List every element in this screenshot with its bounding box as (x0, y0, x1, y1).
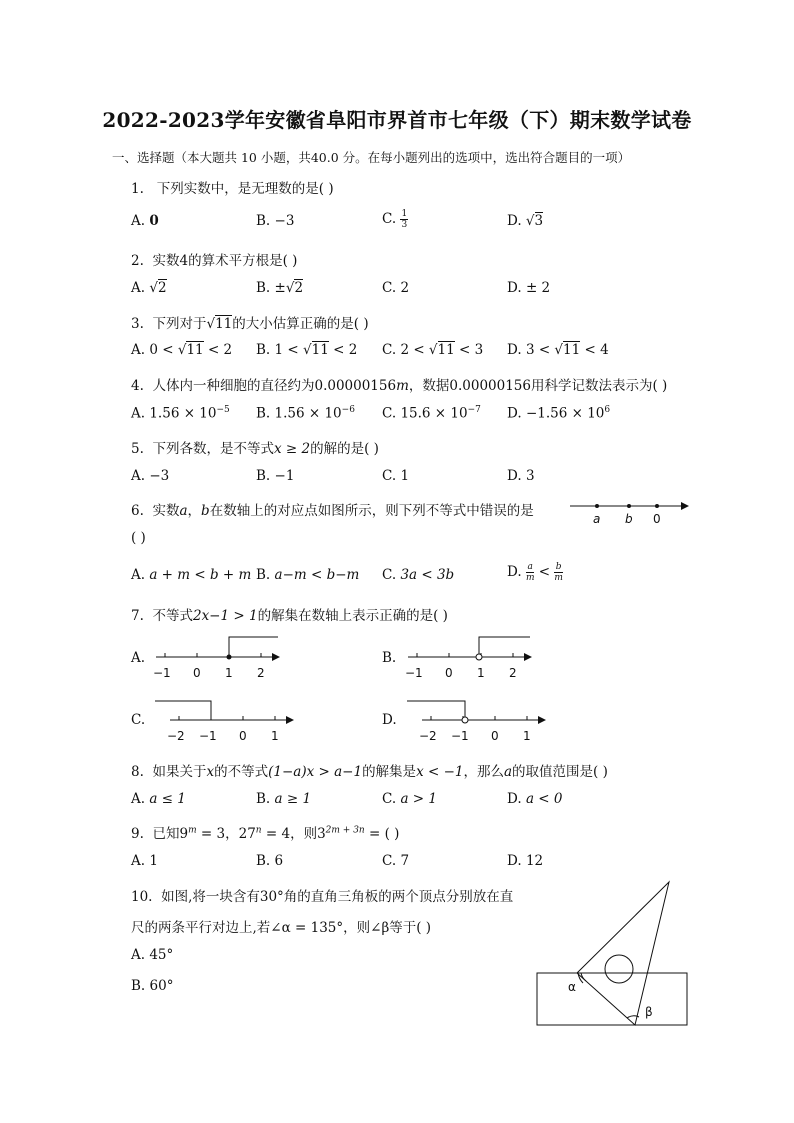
question-8: 8. 如果关于x的不等式(1−a)x > a−1的解集是x < −1，那么a的取值范围是( ) (131, 764, 608, 780)
svg-text:1: 1 (225, 666, 233, 680)
q5-option-b[interactable]: B. −1 (256, 468, 295, 484)
q1-option-a[interactable]: A. 0 (131, 213, 159, 229)
svg-text:2: 2 (509, 666, 517, 680)
q5-option-d[interactable]: D. 3 (507, 468, 535, 484)
q8-option-a[interactable]: A. a ≤ 1 (131, 791, 186, 807)
q9-option-c[interactable]: C. 7 (382, 853, 410, 869)
q3-option-d[interactable]: D. 3 < √11 < 4 (507, 342, 609, 358)
q7-option-b-label[interactable]: B. (382, 650, 397, 666)
svg-text:0: 0 (445, 666, 453, 680)
q3-option-c[interactable]: C. 2 < √11 < 3 (382, 342, 484, 358)
svg-text:0: 0 (239, 729, 247, 743)
point-a (595, 504, 599, 508)
question-1 (131, 177, 334, 197)
section-heading: 一、选择题（本大题共 10 小题，共40.0 分。在每小题列出的选项中，选出符合题目的一项） (112, 150, 631, 165)
svg-text:−2: −2 (419, 729, 437, 743)
question-6: 6. 实数a，b在数轴上的对应点如图所示，则下列不等式中错误的是 (131, 503, 534, 519)
q4-option-d[interactable]: D. $-1.56 \times 10^6$ (507, 405, 611, 422)
svg-text:1: 1 (477, 666, 485, 680)
q7-option-d-numberline[interactable] (402, 694, 552, 746)
q2-option-b[interactable]: B. ±√2 (256, 280, 304, 296)
svg-text:−1: −1 (451, 729, 469, 743)
set-square (577, 882, 669, 1025)
q6-option-d[interactable]: D. $\frac{a}{m}$ < $\frac{b}{m}$ (507, 562, 563, 583)
open-dot (476, 654, 482, 660)
q10-option-a[interactable]: A. 45° (131, 947, 174, 963)
label-b: b (625, 512, 633, 526)
q6-number-line (565, 496, 695, 530)
q8-option-c[interactable]: C. a > 1 (382, 791, 437, 807)
question-2: 2. 实数4的算术平方根是( ) (131, 253, 298, 269)
q6-option-c[interactable]: C. 3a < 3b (382, 567, 455, 583)
q7-option-d-label[interactable]: D. (382, 712, 397, 728)
q1-option-d[interactable]: D. √3 (507, 213, 544, 229)
q6-option-b[interactable]: B. a−m < b−m (256, 567, 360, 583)
q3-option-b[interactable]: B. 1 < √11 < 2 (256, 342, 358, 358)
q10-option-b[interactable]: B. 60° (131, 978, 174, 994)
svg-text:0: 0 (193, 666, 201, 680)
label-0: 0 (653, 512, 661, 526)
svg-text:−1: −1 (199, 729, 217, 743)
point-0 (655, 504, 659, 508)
q4-option-b[interactable]: B. $1.56 \times 10^{-6}$ (256, 405, 355, 422)
svg-text:−2: −2 (167, 729, 185, 743)
svg-text:0: 0 (491, 729, 499, 743)
q1-option-c[interactable]: C. $\frac{1}{3}$ (382, 209, 408, 230)
svg-text:2: 2 (257, 666, 265, 680)
question-10: 10. 如图,将一块含有30°角的直角三角板的两个顶点分别放在直 (131, 889, 514, 905)
set-square-hole (605, 955, 633, 983)
beta-label: β (645, 1005, 653, 1019)
svg-text:1: 1 (523, 729, 531, 743)
alpha-label: α (568, 980, 576, 994)
question-9: 9. 已知$9^m = 3$，$27^n = 4$，则$3^{2m + 3n}$ = ( ) (131, 825, 400, 842)
q5-option-c[interactable]: C. 1 (382, 468, 410, 484)
q9-option-b[interactable]: B. 6 (256, 853, 284, 869)
q1-option-b[interactable]: B. −3 (256, 213, 295, 229)
question-5: 5. 下列各数，是不等式x ≥ 2的解的是( ) (131, 441, 379, 457)
svg-text:−1: −1 (153, 666, 171, 680)
q1-number: 1. (131, 181, 144, 197)
question-3: 3. 下列对于√11的大小估算正确的是( ) (131, 316, 369, 332)
q2-option-c[interactable]: C. 2 (382, 280, 410, 296)
q7-option-c-numberline[interactable] (150, 694, 300, 746)
q3-option-a[interactable]: A. 0 < √11 < 2 (131, 342, 233, 358)
q2-option-d[interactable]: D. ± 2 (507, 280, 551, 296)
q9-option-a[interactable]: A. 1 (131, 853, 158, 869)
point-b (627, 504, 631, 508)
q8-option-d[interactable]: D. a < 0 (507, 791, 563, 807)
page-title: 2022-2023学年安徽省阜阳市界首市七年级（下）期末数学试卷 (102, 108, 692, 132)
q7-option-b-numberline[interactable] (402, 630, 537, 682)
q9-option-d[interactable]: D. 12 (507, 853, 544, 869)
q6-option-a[interactable]: A. a + m < b + m (131, 567, 252, 583)
q2-option-a[interactable]: A. √2 (131, 280, 167, 296)
q10-figure (535, 878, 693, 1030)
q7-option-a-label[interactable]: A. (131, 650, 146, 666)
q8-option-b[interactable]: B. a ≥ 1 (256, 791, 312, 807)
q7-option-c-label[interactable]: C. (131, 712, 146, 728)
svg-text:1: 1 (271, 729, 279, 743)
q4-option-a[interactable]: A. $1.56 \times 10^{-5}$ (131, 405, 230, 422)
axis-arrow (681, 502, 689, 510)
question-4: 4. 人体内一种细胞的直径约为0.00000156m，数据0.00000156用科学记数法表示为( ) (131, 378, 668, 394)
label-a: a (593, 512, 601, 526)
svg-text:−1: −1 (405, 666, 423, 680)
question-7: 7. 不等式2x−1 > 1的解集在数轴上表示正确的是( ) (131, 608, 448, 624)
q6-stem-cont: ( ) (131, 530, 146, 546)
q1-stem: 下列实数中，是无理数的是( ) (156, 181, 334, 197)
q2-stem: 实数4的算术平方根是( ) (152, 253, 298, 269)
q4-option-c[interactable]: C. $15.6 \times 10^{-7}$ (382, 405, 481, 422)
q7-option-a-numberline[interactable] (150, 630, 285, 682)
q5-option-a[interactable]: A. −3 (131, 468, 170, 484)
question-10-line2: 尺的两条平行对边上,若∠α = 135°，则∠β等于( ) (131, 920, 432, 936)
